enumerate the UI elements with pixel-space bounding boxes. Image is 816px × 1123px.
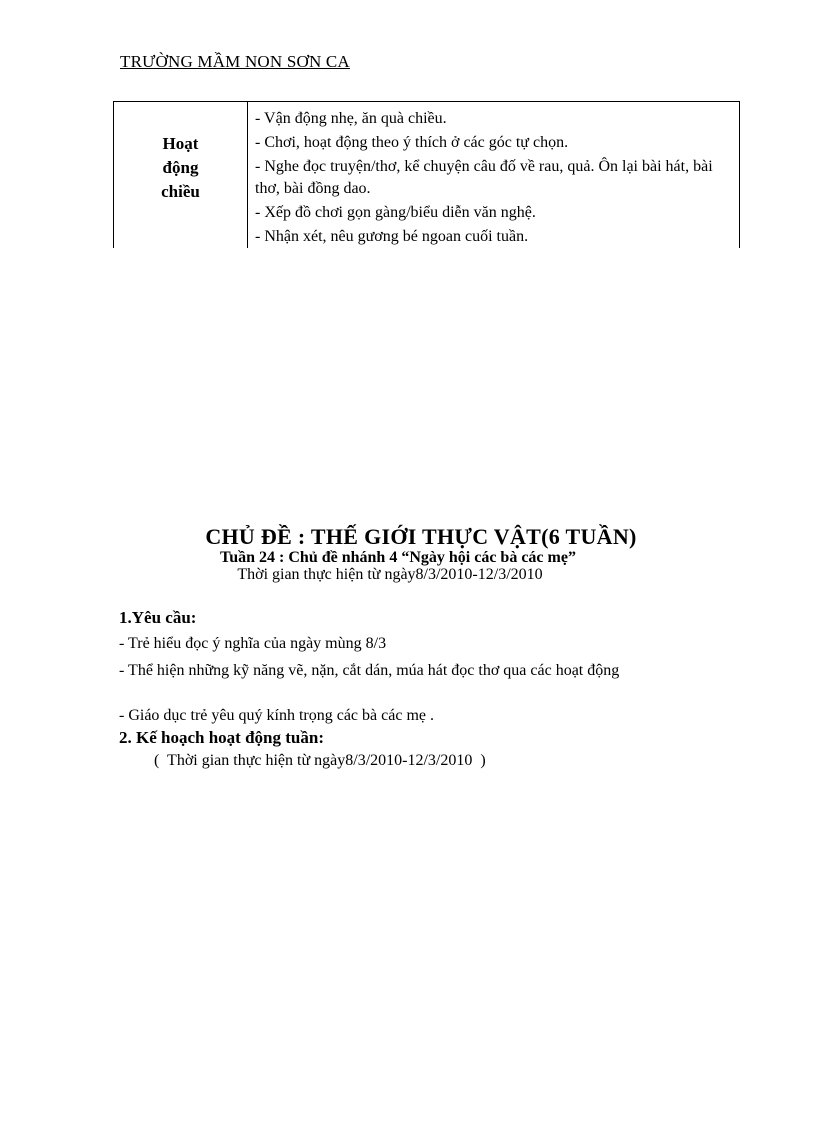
requirements-heading: 1.Yêu cầu:	[119, 608, 197, 627]
plan-heading: 2. Kế hoạch hoạt động tuần:	[119, 728, 324, 747]
activity-item: - Nghe đọc truyện/thơ, kể chuyện câu đố về rau, quả. Ôn lại bài hát, bài thơ, bài đồng dao.	[255, 158, 713, 197]
school-name: TRƯỜNG MẦM NON SƠN CA	[120, 52, 350, 71]
label-line: chiều	[161, 182, 200, 201]
topic-subtitle: Tuần 24 : Chủ đề nhánh 4 “Ngày hội các bà các mẹ”	[220, 549, 576, 566]
plan-subtitle: ( Thời gian thực hiện từ ngày8/3/2010-12/3/2010 )	[154, 752, 486, 769]
requirement-item: - Giáo dục trẻ yêu quý kính trọng các bà các mẹ .	[119, 707, 434, 724]
requirement-item: - Thể hiện những kỹ năng vẽ, nặn, cắt dán, múa hát đọc thơ qua các hoạt động	[119, 662, 620, 679]
label-line: động	[162, 158, 199, 177]
topic-title: CHỦ ĐỀ : THẾ GIỚI THỰC VẬT(6 TUẦN)	[205, 524, 637, 549]
label-line: Hoạt	[162, 134, 199, 153]
activity-item: - Xếp đồ chơi gọn gàng/biểu diễn văn nghệ.	[255, 204, 536, 221]
activity-item: - Vận động nhẹ, ăn quà chiều.	[255, 110, 447, 127]
activity-item: - Chơi, hoạt động theo ý thích ở các góc tự chọn.	[255, 134, 569, 151]
requirement-item: - Trẻ hiểu đọc ý nghĩa của ngày mùng 8/3	[119, 635, 387, 652]
topic-duration: Thời gian thực hiện từ ngày8/3/2010-12/3/2010	[237, 566, 543, 583]
activity-item: - Nhận xét, nêu gương bé ngoan cuối tuần.	[255, 228, 529, 245]
activity-label-cell	[114, 102, 248, 248]
schedule-table-fragment	[113, 101, 740, 248]
activity-content-cell	[248, 102, 739, 248]
